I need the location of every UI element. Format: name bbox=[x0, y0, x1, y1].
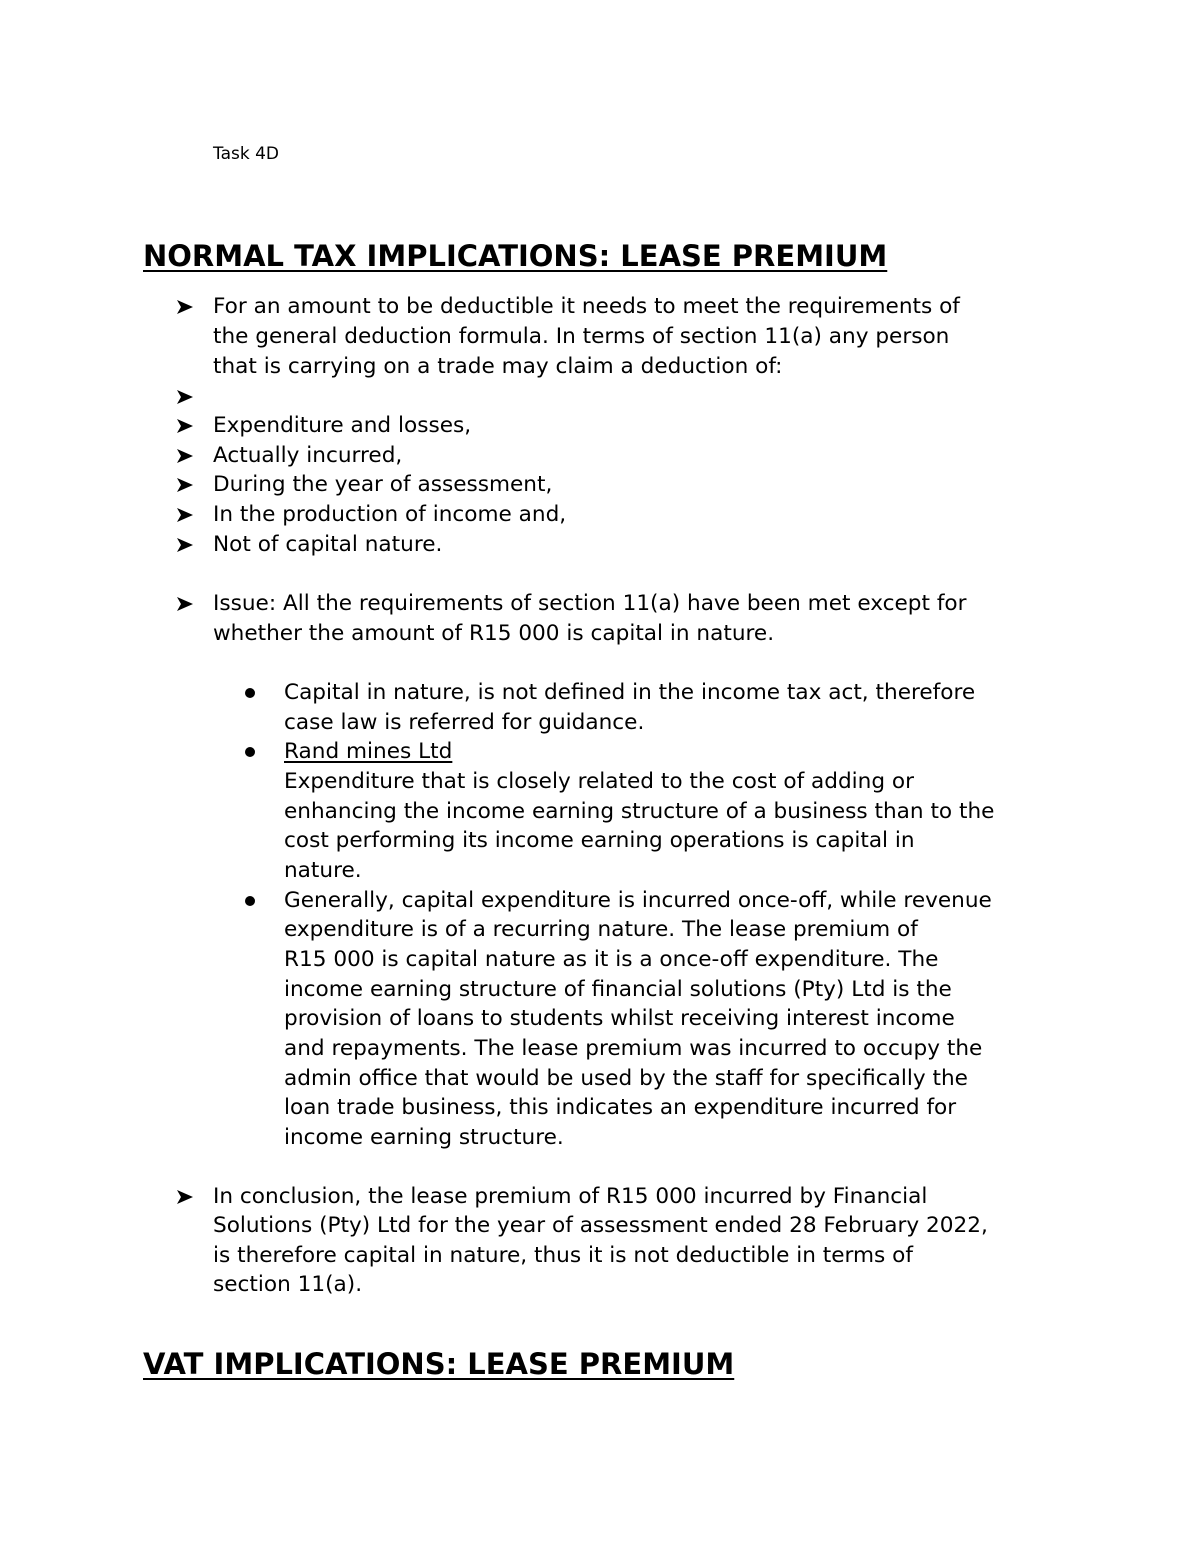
general-line: income earning structure. bbox=[284, 1125, 564, 1150]
arrowhead-bullet-icon bbox=[176, 470, 194, 493]
requirement-item: In the production of income and, bbox=[213, 502, 567, 527]
round-bullet-icon bbox=[244, 737, 256, 767]
arrowhead-bullet-icon bbox=[176, 292, 194, 315]
heading-normal-tax: NORMAL TAX IMPLICATIONS: LEASE PREMIUM bbox=[143, 239, 888, 273]
requirement-item: Expenditure and losses, bbox=[213, 413, 472, 438]
general-line: loan trade business, this indicates an expenditure incurred for bbox=[284, 1095, 957, 1120]
arrowhead-bullet-icon bbox=[176, 530, 194, 553]
general-line: income earning structure of financial solutions (Pty) Ltd is the bbox=[284, 977, 952, 1002]
rand-line: Expenditure that is closely related to the cost of adding or bbox=[284, 769, 915, 794]
arrowhead-bullet-icon bbox=[176, 411, 194, 434]
general-line: Generally, capital expenditure is incurred once-off, while revenue bbox=[284, 888, 992, 913]
arrowhead-bullet-icon bbox=[176, 1182, 194, 1205]
task-label: Task 4D bbox=[213, 144, 279, 164]
general-line: provision of loans to students whilst receiving interest income bbox=[284, 1006, 955, 1031]
requirement-item: Not of capital nature. bbox=[213, 532, 443, 557]
arrowhead-bullet-icon bbox=[176, 500, 194, 523]
conclusion-line: section 11(a). bbox=[213, 1272, 363, 1297]
issue-line: whether the amount of R15 000 is capital in nature. bbox=[213, 621, 775, 646]
capital-line: Capital in nature, is not defined in the income tax act, therefore bbox=[284, 680, 976, 705]
rand-line: cost performing its income earning operations is capital in bbox=[284, 828, 915, 853]
arrowhead-bullet-icon bbox=[176, 589, 194, 612]
general-line: admin office that would be used by the staff for specifically the bbox=[284, 1066, 968, 1091]
general-line: R15 000 is capital nature as it is a once-off expenditure. The bbox=[284, 947, 939, 972]
arrowhead-bullet-icon bbox=[176, 382, 194, 405]
heading-vat: VAT IMPLICATIONS: LEASE PREMIUM bbox=[143, 1347, 735, 1381]
intro-line: For an amount to be deductible it needs to meet the requirements of bbox=[213, 294, 960, 319]
conclusion-line: is therefore capital in nature, thus it is not deductible in terms of bbox=[213, 1243, 913, 1268]
rand-line: enhancing the income earning structure of a business than to the bbox=[284, 799, 995, 824]
requirement-item: Actually incurred, bbox=[213, 443, 403, 468]
general-line: expenditure is of a recurring nature. The lease premium of bbox=[284, 917, 918, 942]
conclusion-line: In conclusion, the lease premium of R15 000 incurred by Financial bbox=[213, 1184, 928, 1209]
requirement-item: During the year of assessment, bbox=[213, 472, 553, 497]
intro-line: the general deduction formula. In terms of section 11(a) any person bbox=[213, 324, 950, 349]
general-line: and repayments. The lease premium was incurred to occupy the bbox=[284, 1036, 983, 1061]
arrowhead-bullet-icon bbox=[176, 441, 194, 464]
capital-line: case law is referred for guidance. bbox=[284, 710, 645, 735]
intro-line: that is carrying on a trade may claim a deduction of: bbox=[213, 354, 783, 379]
round-bullet-icon bbox=[244, 678, 256, 708]
rand-line: nature. bbox=[284, 858, 362, 883]
conclusion-line: Solutions (Pty) Ltd for the year of assessment ended 28 February 2022, bbox=[213, 1213, 988, 1238]
issue-line: Issue: All the requirements of section 11(a) have been met except for bbox=[213, 591, 967, 616]
round-bullet-icon bbox=[244, 886, 256, 916]
case-title-rand-mines: Rand mines Ltd bbox=[284, 739, 453, 764]
